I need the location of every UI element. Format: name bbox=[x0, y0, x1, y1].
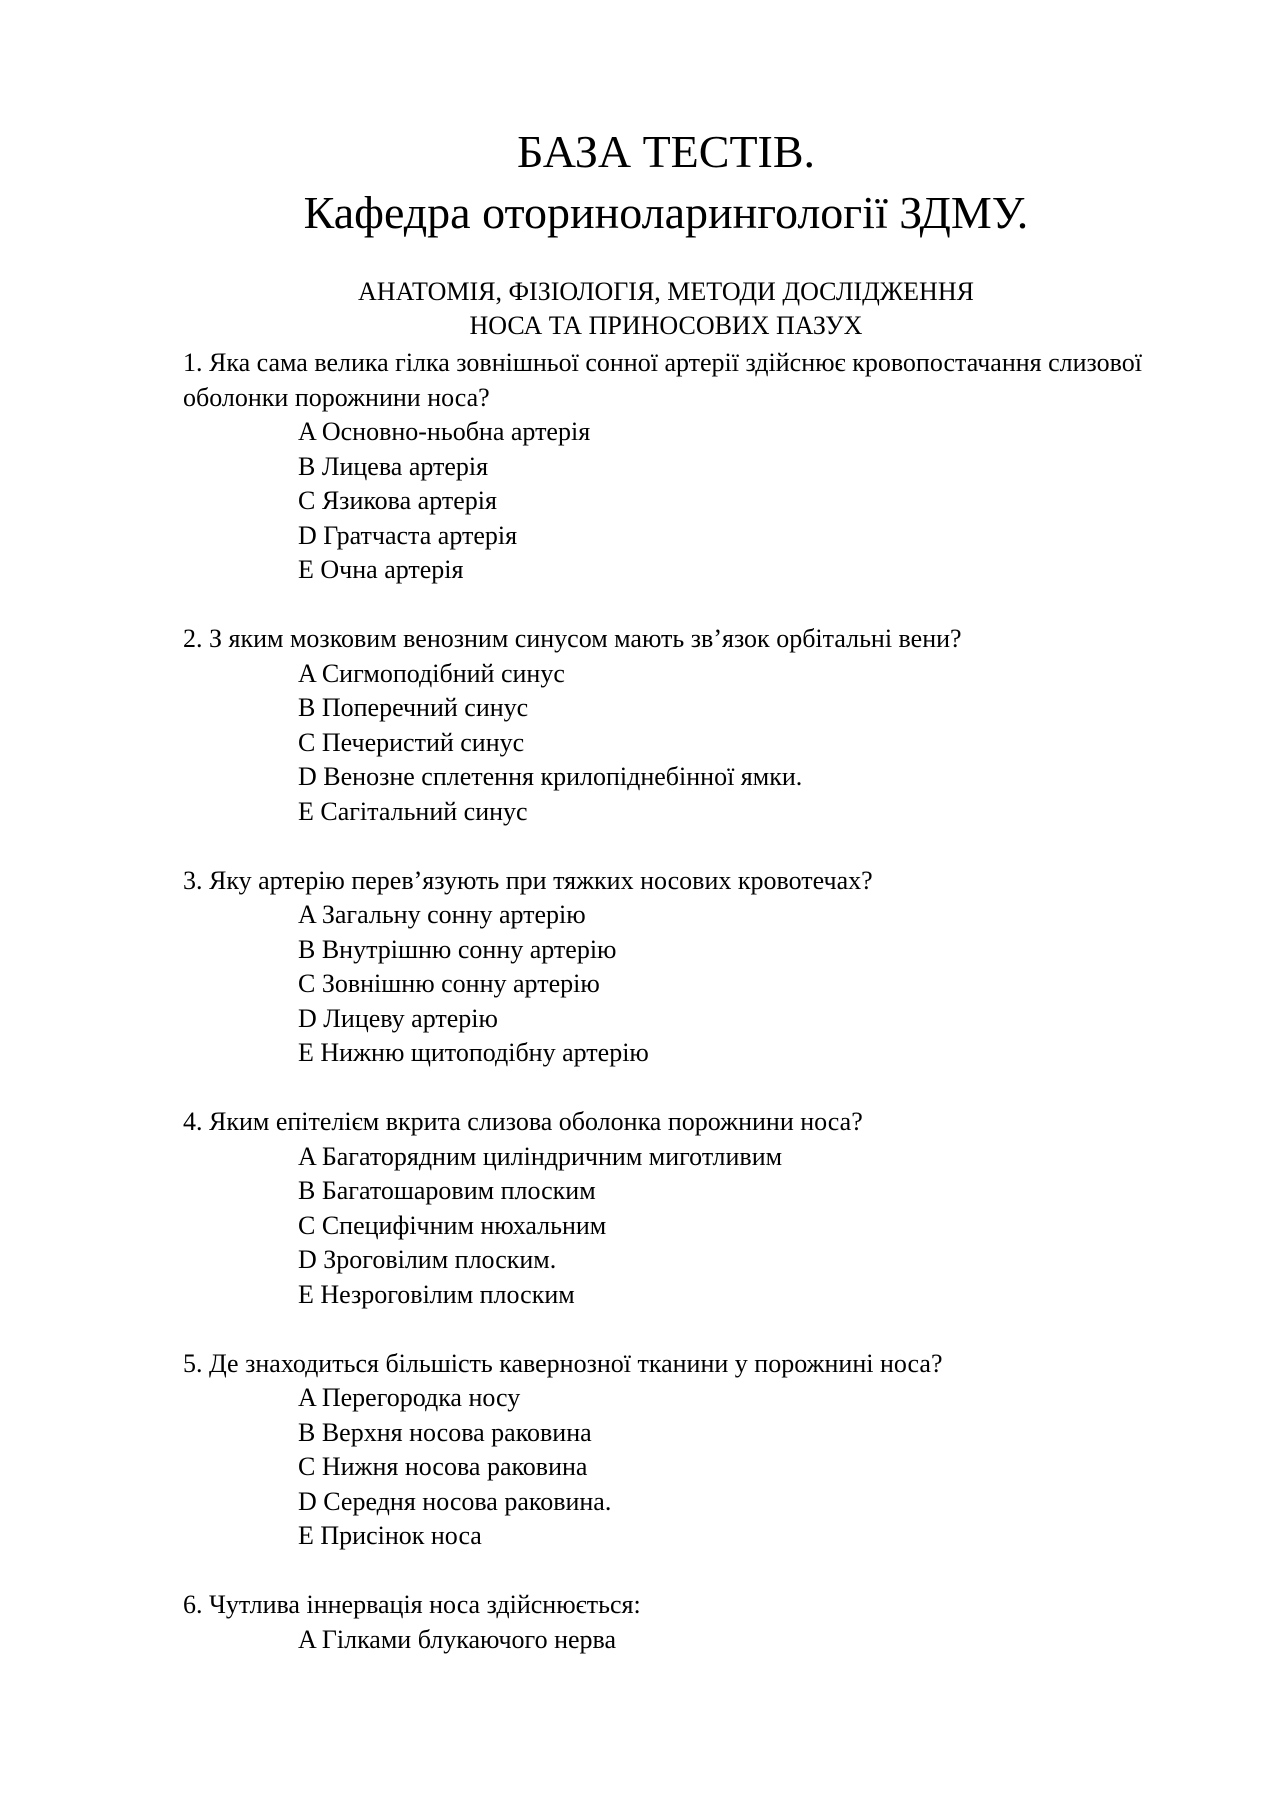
answer-option: E Сагітальний синус bbox=[298, 796, 528, 826]
answer-options bbox=[183, 1140, 1223, 1313]
section-heading-line2: НОСА ТА ПРИНОСОВИХ ПАЗУХ bbox=[469, 311, 863, 340]
answer-option: C Язикова артерія bbox=[298, 486, 497, 515]
answer-option: C Зовнішню сонну артерію bbox=[298, 969, 600, 998]
answer-options bbox=[183, 1623, 1223, 1658]
answer-option: D Венозне сплетення крилопіднебінної ямки. bbox=[298, 762, 803, 791]
answer-option: B Поперечний синус bbox=[298, 693, 529, 722]
answer-option: C Специфічним нюхальним bbox=[298, 1210, 607, 1240]
answer-options bbox=[183, 415, 1223, 588]
document-title: БАЗА ТЕСТІВ. bbox=[516, 126, 816, 177]
answer-option: A Загальну сонну артерію bbox=[298, 900, 586, 929]
answer-option: D Гратчаста артерія bbox=[298, 520, 518, 550]
answer-option: C Нижня носова раковина bbox=[298, 1452, 588, 1481]
answer-option: A Перегородка носу bbox=[298, 1383, 521, 1412]
answer-options bbox=[183, 657, 1223, 830]
answer-option: E Очна артерія bbox=[298, 555, 464, 584]
answer-options bbox=[183, 1381, 1223, 1554]
answer-option: E Незроговілим плоским bbox=[298, 1279, 575, 1309]
answer-option: A Гілками блукаючого нерва bbox=[298, 1624, 617, 1654]
answer-option: D Лицеву артерію bbox=[298, 1003, 498, 1033]
question-item bbox=[183, 864, 1223, 1071]
question-text: 4. Яким епітелієм вкрита слизова оболонка порожнини носа? bbox=[183, 1107, 863, 1136]
question-item bbox=[183, 622, 1223, 829]
question-item bbox=[183, 346, 1223, 588]
question-text: 2. З яким мозковим венозним синусом мають зв’язок орбітальні вени? bbox=[183, 624, 962, 653]
answer-option: A Сигмоподібний синус bbox=[298, 658, 565, 688]
answer-option: B Лицева артерія bbox=[298, 451, 489, 481]
document-department: Кафедра оториноларингології ЗДМУ. bbox=[303, 187, 1029, 238]
question-text: 5. Де знаходиться більшість кавернозної тканини у порожнині носа? bbox=[183, 1348, 943, 1378]
answer-option: E Нижню щитоподібну артерію bbox=[298, 1038, 649, 1067]
answer-option: A Багаторядним циліндричним миготливим bbox=[298, 1141, 783, 1171]
answer-option: D Зроговілим плоским. bbox=[298, 1245, 557, 1274]
question-item bbox=[183, 1105, 1223, 1312]
answer-option: E Присінок носа bbox=[298, 1521, 482, 1550]
question-list bbox=[183, 346, 1223, 1692]
answer-option: B Верхня носова раковина bbox=[298, 1417, 592, 1447]
answer-option: C Печеристий синус bbox=[298, 727, 525, 757]
section-heading-line1: АНАТОМІЯ, ФІЗІОЛОГІЯ, МЕТОДИ ДОСЛІДЖЕННЯ bbox=[358, 277, 974, 306]
question-item bbox=[183, 1347, 1223, 1554]
question-text: 3. Яку артерію перев’язують при тяжких носових кровотечах? bbox=[183, 865, 873, 895]
answer-options bbox=[183, 898, 1223, 1071]
answer-option: D Середня носова раковина. bbox=[298, 1486, 612, 1516]
answer-option: A Основно-ньобна артерія bbox=[298, 417, 591, 446]
answer-option: B Внутрішню сонну артерію bbox=[298, 934, 617, 964]
answer-option: B Багатошаровим плоским bbox=[298, 1176, 596, 1205]
question-item bbox=[183, 1588, 1223, 1657]
question-text: 1. Яка сама велика гілка зовнішньої сонної артерії здійснює кровопостачання слизової оболонки порожнини носа? bbox=[183, 348, 1142, 412]
question-text: 6. Чутлива іннервація носа здійснюється: bbox=[183, 1590, 641, 1619]
